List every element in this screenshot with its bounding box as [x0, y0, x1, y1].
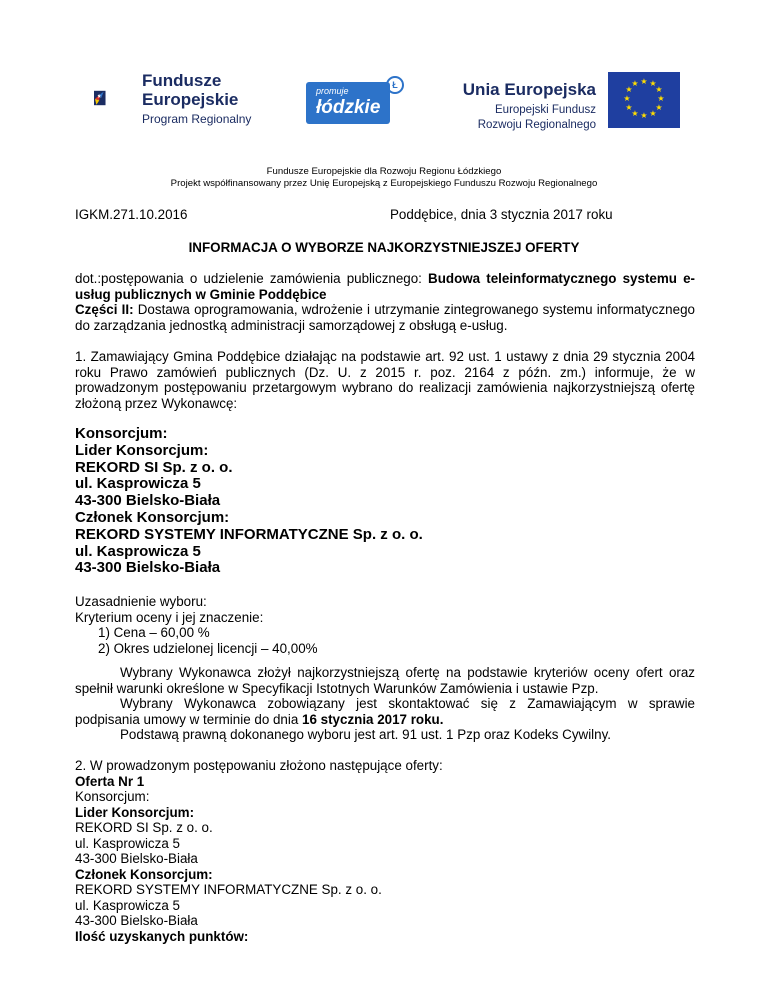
- offers-block: [75, 758, 695, 944]
- fe-flag-icon: [94, 68, 142, 128]
- svg-text:★: ★: [655, 85, 663, 94]
- offer-member-line: 43-300 Bielsko-Biała: [75, 913, 198, 928]
- fe-logo-line3: Program Regionalny: [142, 112, 252, 126]
- svg-text:★: ★: [657, 94, 665, 103]
- offer-leader-label: Lider Konsorcjum:: [75, 804, 195, 820]
- offer-leader-line: REKORD SI Sp. z o. o.: [75, 820, 213, 835]
- paragraph-c: Podstawą prawną dokonanego wyboru jest art. 91 ust. 1 Pzp oraz Kodeks Cywilny.: [120, 727, 612, 742]
- lodz-logo-big: łódzkie: [316, 97, 381, 118]
- fe-logo-line1: Fundusze: [142, 71, 222, 90]
- justification-block: [75, 594, 695, 656]
- winner-line: ul. Kasprowicza 5: [75, 475, 201, 493]
- svg-text:★: ★: [640, 111, 648, 120]
- svg-text:★: ★: [625, 85, 633, 94]
- fe-logo-line2: Europejskie: [142, 90, 239, 109]
- svg-text:★: ★: [649, 79, 657, 88]
- offer-points-label: Ilość uzyskanych punktów:: [75, 928, 249, 944]
- eu-logo-line1: Unia Europejska: [462, 80, 596, 99]
- eu-flag-icon: [608, 72, 680, 128]
- winner-line: Lider Konsorcjum:: [75, 441, 209, 459]
- dot-prefix: dot.:postępowania o udzielenie zamówienia publicznego:: [75, 271, 429, 286]
- eu-logo-line3: Rozwoju Regionalnego: [477, 119, 596, 131]
- offer-consortium: Konsorcjum:: [75, 789, 150, 804]
- svg-text:★: ★: [623, 94, 631, 103]
- offer-member-line: ul. Kasprowicza 5: [75, 897, 180, 913]
- paragraph-b-text: Wybrany Wykonawca zobowiązany jest skontaktować się z Zamawiającym w sprawie podpisania umowy w terminie do dnia: [75, 696, 695, 727]
- paragraph-b-date: 16 stycznia 2017 roku.: [302, 711, 444, 727]
- winner-line: ul. Kasprowicza 5: [75, 542, 201, 560]
- paragraph-b: [75, 696, 695, 727]
- offer-leader-line: ul. Kasprowicza 5: [75, 835, 180, 851]
- lodz-mark-icon: Ł: [386, 76, 404, 94]
- offer-leader-line: 43-300 Bielsko-Biała: [75, 851, 198, 866]
- svg-text:★: ★: [625, 103, 633, 112]
- winner-line: Konsorcjum:: [75, 425, 168, 442]
- criteria-item: 1) Cena – 60,00 %: [98, 625, 210, 640]
- criteria-item: 2) Okres udzielonej licencji – 40,00%: [98, 640, 318, 656]
- winner-line: 43-300 Bielsko-Biała: [75, 492, 221, 510]
- svg-text:★: ★: [655, 103, 663, 112]
- eu-logo-line2: Europejski Fundusz: [495, 104, 596, 116]
- offer-member-line: REKORD SYSTEMY INFORMATYCZNE Sp. z o. o.: [75, 882, 382, 897]
- svg-text:★: ★: [649, 109, 657, 118]
- offer-member-label: Członek Konsorcjum:: [75, 866, 213, 882]
- offer-title: Oferta Nr 1: [75, 773, 145, 789]
- header-note-2: Projekt współfinansowany przez Unię Europejską z Europejskiego Funduszu Rozwoju Regionalnego: [170, 178, 598, 189]
- subject-block: [75, 271, 695, 333]
- part-text: Dostawa oprogramowania, wdrożenie i utrzymanie zintegrowanego systemu informatycznego do zarządzania jednostką administracji samorządowej z obsługą e-usług.: [75, 302, 695, 333]
- svg-text:★: ★: [631, 79, 639, 88]
- doc-place-date: Poddębice, dnia 3 stycznia 2017 roku: [390, 207, 613, 222]
- winner-block: [75, 426, 695, 577]
- svg-text:★: ★: [631, 109, 639, 118]
- header-note-1: Fundusze Europejskie dla Rozwoju Regionu Łódzkiego: [266, 166, 502, 177]
- paragraph-a: Wybrany Wykonawca złożył najkorzystniejszą ofertę na podstawie kryteriów oceny ofert oraz spełnił warunki określone w Specyfikacji Istotnych Warunków Zamówienia i ustawie Pzp.: [75, 665, 695, 696]
- justification-title: Uzasadnienie wyboru:: [75, 594, 207, 609]
- criteria-title: Kryterium oceny i jej znaczenie:: [75, 609, 264, 625]
- winner-line: REKORD SI Sp. z o. o.: [75, 458, 233, 476]
- lodz-logo-small: promuje: [316, 86, 349, 96]
- part-label: Części II:: [75, 302, 134, 317]
- dot-bold: Budowa teleinformatycznego systemu e-usług publicznych w Gminie Poddębice: [75, 271, 695, 302]
- paragraph-2: 2. W prowadzonym postępowaniu złożono następujące oferty:: [75, 758, 443, 773]
- winner-line: Członek Konsorcjum:: [75, 508, 230, 526]
- winner-line: 43-300 Bielsko-Biała: [75, 559, 221, 577]
- doc-title: INFORMACJA O WYBORZE NAJKORZYSTNIEJSZEJ OFERTY: [188, 240, 580, 255]
- doc-ref: IGKM.271.10.2016: [75, 207, 188, 222]
- paragraph-1: 1. Zamawiający Gmina Poddębice działając na podstawie art. 92 ust. 1 ustawy z dnia 29 stycznia 2004 roku Prawo zamówień publicznych (Dz. U. z 2015 r. poz. 2164 z późn. zm.) informuje, że w prowadzonym postępowaniu przetargowym wybrano do realizacji zamówienia najkorzystniejszą ofertę złożoną przez Wykonawcę:: [75, 349, 695, 411]
- svg-text:★: ★: [640, 77, 648, 86]
- eu-logo-text: [456, 80, 596, 133]
- winner-line: REKORD SYSTEMY INFORMATYCZNE Sp. z o. o.: [75, 525, 423, 543]
